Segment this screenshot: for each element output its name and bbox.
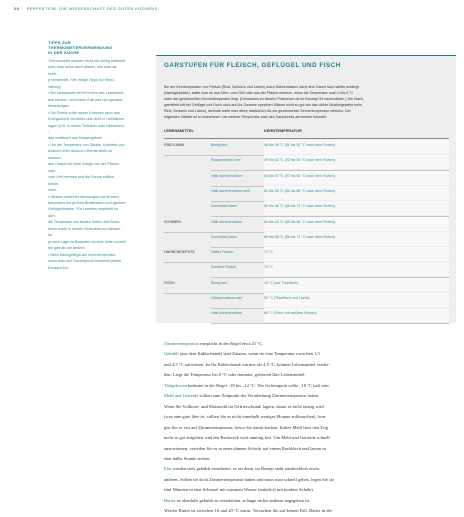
main-text-line (164, 485, 450, 495)
main-text-line (164, 370, 450, 380)
core-temp-cell: 66 bis 68 °C (68 bis 71 °C nach dem Ruhen) (264, 204, 335, 208)
sidebar-line: tels stecken, auf keinen Fall darf sie irgendwo (48, 97, 126, 103)
food-type-cell: HÄHNCHEN/PUTE (164, 250, 195, 254)
term-keyword: Butter (164, 498, 175, 503)
sidebar-line: vom Grill nehmen und die Sonde seitlich einste- (48, 174, 126, 187)
main-text (164, 339, 450, 517)
sidebar-title (48, 40, 126, 55)
term-keyword: Eier (164, 466, 172, 471)
main-text-line (164, 496, 450, 506)
page-number: 20 (14, 6, 19, 11)
food-type-cell: SCHWEIN (164, 220, 181, 224)
food-type-cell: FISCH (164, 281, 175, 285)
doneness-cell: Halb durch/medium-well (211, 189, 250, 193)
main-text-line (164, 464, 450, 474)
main-text-line (164, 360, 450, 370)
term-text: eine halbe Stunde stehen. (164, 456, 210, 461)
sidebar-line: g verwendet. Hier einige Tipps zur Hand- (48, 77, 126, 83)
term-text: sollten zum Zeitpunkt der Verarbeitung Zimmertemperatur haben. (198, 393, 319, 398)
main-text-line (164, 475, 450, 485)
term-keyword: Mehl und Getreide (164, 393, 198, 398)
main-text-line (164, 349, 450, 359)
term-text: (was eine gute Idee ist, sollten Sie es nicht innerhalb weniger Monate aufbrauchen), brin- (164, 414, 327, 419)
sidebar-line: herausragen. (48, 103, 126, 109)
main-text-line (164, 506, 450, 516)
main-text-line (164, 412, 450, 422)
sidebar-line: anderen eher dünnen Lebensmitteln zu messen, (48, 148, 126, 161)
term-text: Weiche Butter ist zwischen 16 und 20 °C warm. Versuchen Sie auf keinen Fall, Butter in der (164, 508, 332, 513)
column-header-food: LEBENSMITTEL (164, 128, 194, 133)
core-temp-cell: 46 bis 49 °C (51 bis 52 °C nach dem Ruhen) (264, 143, 335, 147)
core-temp-cell: 60 bis 63 °C (63 bis 66 °C nach dem Ruhen) (264, 220, 335, 224)
sidebar-line: beins sowie in beiden Schenkeln zu messen. Ist (48, 226, 126, 239)
doneness-cell: Blutig/rare (211, 143, 227, 147)
main-text-line (164, 423, 450, 433)
core-temp-cell: 60 °C (Fisch mit weißem Fleisch) (264, 311, 317, 315)
intro-line: Rind, Schwein und Lamm), deshalb sollte man diese tatsächlich bis zur gewünschten Serviertemperatur erhitzen. Der (164, 108, 449, 114)
term-text: ist ebenfalls gekühlt zu verarbeiten, solange nichts anderes angegeben ist. (175, 498, 310, 503)
sidebar-title-line: TIPPS ZUR THERMOMETERVERWENDUNG (48, 40, 126, 50)
sidebar-line: bei gart als die andere. (48, 245, 126, 251)
temp-cell-background (264, 247, 449, 261)
term-text: gen Sie es erst auf Zimmertemperatur, bevor Sie damit backen. Kaltes Mehl lässt den Teig (164, 425, 328, 430)
sidebar-line: habung: (48, 84, 126, 90)
sidebar-line: • Um die Temperatur von Steaks, Koteletts und (48, 142, 126, 148)
running-title: PERFEKTION: DIE WISSENSCHAFT DES GUTEN KOCHENS (27, 6, 158, 11)
sidebar-line: Konzept 64). (48, 265, 126, 271)
sidebar-line: • Bei Messsonde tief im Innern des Lebensmit- (48, 90, 126, 96)
doneness-cell: Halb durch/medium (211, 311, 242, 315)
term-text: nicht so gut aufgehen, und das Backwerk wird unnötig fest. Um Mehl und Getreide schnell (164, 435, 330, 440)
doneness-cell: Rosa/medium-rare (211, 158, 241, 162)
sidebar-line: Thermometer müssen nicht nur richtig kalibriert (48, 58, 126, 64)
term-keyword: Zimmertemperatur (164, 341, 198, 346)
sidebar-line: • Beim Hachgeflügel die Innentemperatur, (48, 252, 126, 258)
thermometer-tips-sidebar (48, 40, 126, 271)
main-text-line (164, 433, 450, 443)
food-type-cell: RIND/LAMM (164, 143, 184, 147)
sidebar-line: • Messen mehrerer Messungen vornehmen, (48, 194, 126, 200)
sidebar-line: besonders bei großen Bratstücken und ganzem (48, 200, 126, 206)
main-text-line (164, 454, 450, 464)
core-temp-cell: 66 bis 68 °C (68 bis 71 °C nach dem Ruhen) (264, 235, 335, 239)
term-keyword: Gekühlt (164, 351, 179, 356)
sidebar-line: die Temperatur auf beiden Seiten des Brust- (48, 219, 126, 225)
term-text: fünf Minuten in eine Schüssel mit warmem Wasser (natürlich mit intakter Schale). (164, 487, 314, 492)
core-temp-cell: 52 °C (Thunfisch und Lachs) (264, 296, 310, 300)
sidebar-title-line: IN DER KÜCHE (48, 50, 126, 55)
temp-cell-background (264, 262, 449, 276)
core-temp-cell: 54 bis 57 °C (57 bis 60 °C nach dem Ruhen) (264, 174, 335, 178)
core-temp-cell: 79 °C (264, 265, 273, 269)
main-text-line (164, 402, 450, 412)
main-text-line (164, 381, 450, 391)
doneness-cell: Halb durch/medium (211, 220, 242, 224)
sidebar-line: Kochgeschirr berühren und nicht in Hohlräume (48, 116, 126, 122)
box-title: GARSTUFEN FÜR FLEISCH, GEFLÜGEL UND FISCH (164, 62, 341, 69)
sidebar-line: chen. (48, 187, 126, 193)
doneness-cell: Dunkles Fleisch (211, 265, 236, 269)
core-temp-cell: 71 °C (264, 250, 273, 254)
term-keyword: Tiefgefroren (164, 383, 187, 388)
intro-line: (Nachgarphäke), sollte man es aus Ofen, vom Grill oder aus der Pfanne nehmen, wenn die Temperatur noch 3 bis 6 °C (164, 90, 449, 96)
term-text: Wenn Sie Vollkorn- und Maismehl im Gefrierschrank lagern, damit es nicht ranzig wird (164, 404, 324, 409)
box-intro-text (164, 84, 449, 120)
sidebar-line: ja noch Lage im Backofen da eine Seite schnell (48, 239, 126, 245)
core-temp-cell: 43 °C (nur Thunfisch) (264, 281, 298, 285)
sidebar-line: • Die Sonde sollte weder Knochen noch das (48, 110, 126, 116)
sidebar-line: das verfälscht das Messergebnis. (48, 135, 126, 141)
term-text: anderes. Sollen sie doch Zimmertemperatur haben und muss man schnell gehen, legen Sie sie (164, 477, 334, 482)
box-top-rule (156, 55, 456, 56)
term-text: ben. Liegt die Temperatur bei 0 °C oder darunter, gefrieren Ihre Lebensmittel. (164, 372, 306, 377)
doneness-cell: Durch/well-done (211, 235, 237, 239)
main-text-line (164, 444, 450, 454)
running-header (14, 6, 158, 11)
term-text: (aus dem Kühlschrank) sind Zutaten, wenn sie eine Temperatur zwischen 1,5 (179, 351, 320, 356)
term-text: entspricht in der Regel etwa 21 °C. (198, 341, 263, 346)
doneness-cell: Durch/well-done (211, 204, 237, 208)
sidebar-line: wenn man den Garzeitpunkt bestimmt (siehe (48, 258, 126, 264)
core-temp-cell: 60 bis 63 °C (63 bis 66 °C nach dem Ruhen) (264, 189, 335, 193)
sidebar-line: sein, man muss auch wissen, wie man sie richti- (48, 64, 126, 77)
main-text-line (164, 339, 450, 349)
doneness-cell: Halb durch/medium (211, 174, 242, 178)
sidebar-line: das Gargut mit einer Zange von der Pfanne oder (48, 161, 126, 174)
term-text: werden stets gekühlt verarbeitet, es sei denn, im Rezept steht ausdrücklich etwas (172, 466, 320, 471)
doneness-cell: Helles Fleisch (211, 250, 233, 254)
column-header-core-temp: KERNTEMPERATUR (264, 128, 302, 133)
term-text: und 4,5 °C aufweisen. Ist Ihr Kühlschrank wärmer als 4,5 °C, können Lebensmittel verder- (164, 362, 330, 367)
intro-line: unter der gewünschten Serviertemperatur liegt. (Genaueres zu diesem Phänomen ist im Konzept 94 nachzulesen.) Der Nach- (164, 96, 449, 102)
intro-line: Bei der Kerntemperatur von Fleisch (Rind, Schwein und Lamm) durch Nahrenlassen nach dem Garen noch weiter ansteigt (164, 84, 449, 90)
core-temp-cell: 49 bis 52 °C (52 bis 54 °C nach dem Ruhen) (264, 158, 335, 162)
doneness-cell: Glasig/medium-rare (211, 296, 243, 300)
intro-line: folgenden Tabelle ist zu entnehmen, bei welcher Temperatur man den Garprozess am besten beendet. (164, 114, 449, 120)
intro-line: garreffekt tritt bei Geflügel und Fisch nicht auf (ihr Gewebe speichert Wärme nicht so gut wie das dichte Muskelgewebe beim (164, 102, 449, 108)
sidebar-line: Geflügel/bratem. Für Lebenen empfiehlt es sich, (48, 206, 126, 219)
term-text: anzuwärmen, verteilen Sie es in einer dünnen Schicht auf einem Backblech und lassen es (164, 446, 326, 451)
term-text: bedeutet in der Regel –18 bis –12 °C. Die Gefriergerät sollte –18 °C kalt sein. (187, 383, 330, 388)
table-row (164, 307, 449, 324)
sidebar-body (48, 58, 126, 271)
doneness-cell: Blutig/rare (211, 281, 227, 285)
main-text-line (164, 391, 450, 401)
sidebar-line: ragen (z.B. in einem Truthahn oder Hähnchen) – (48, 123, 126, 136)
